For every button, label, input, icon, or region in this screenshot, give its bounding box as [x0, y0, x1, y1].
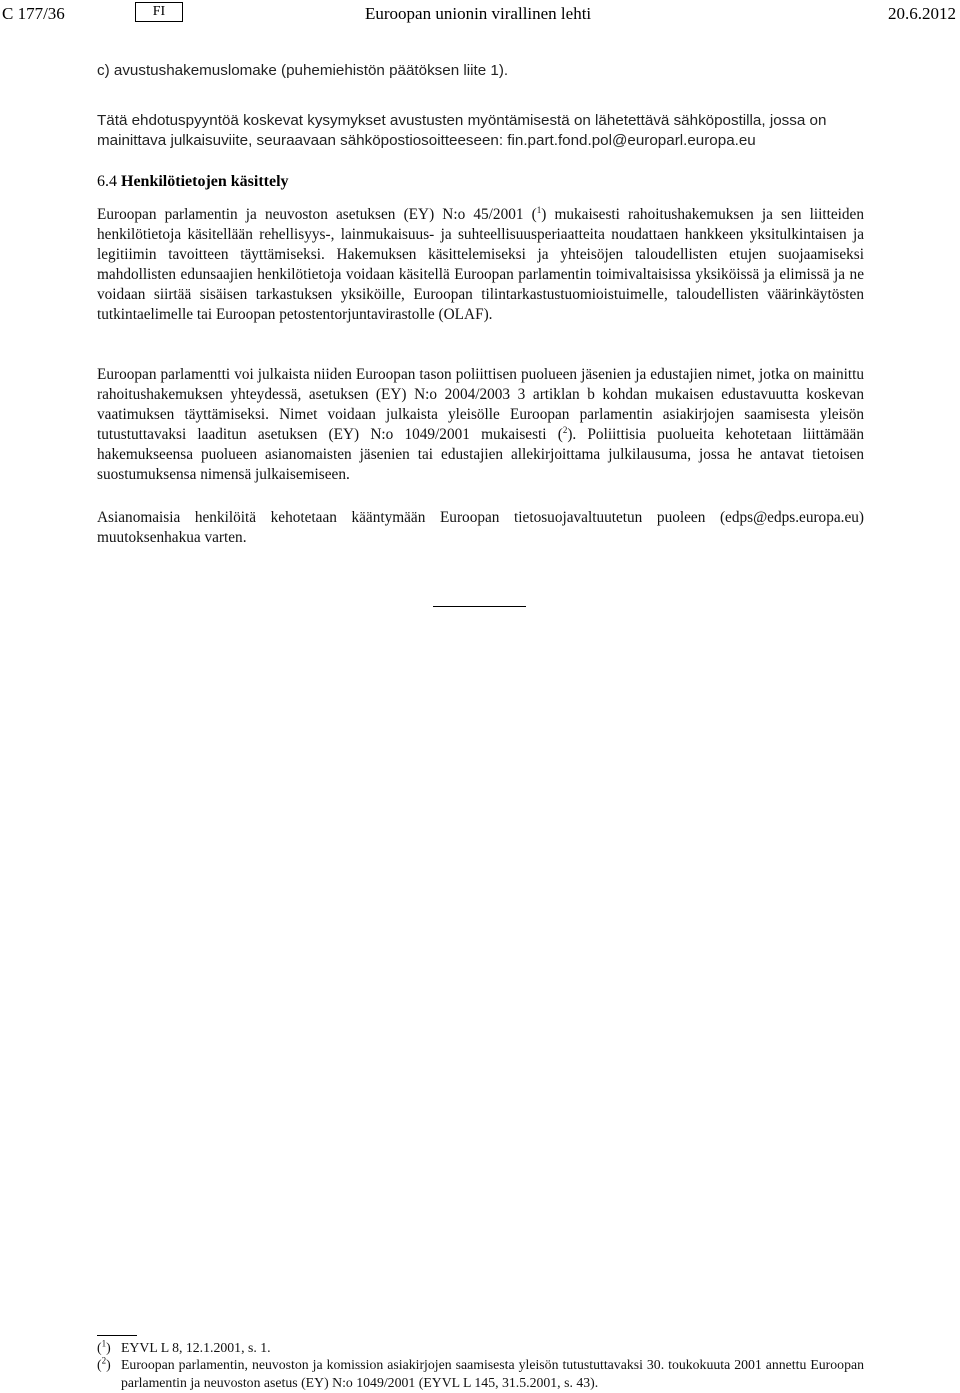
- language-badge: FI: [135, 2, 183, 22]
- item-c: c) avustushakemuslomake (puhemiehistön päätöksen liite 1).: [97, 62, 509, 79]
- section-heading: [97, 172, 864, 192]
- footnote-1-text: EYVL L 8, 12.1.2001, s. 1.: [121, 1340, 271, 1355]
- paragraph-publication: [97, 365, 864, 485]
- contact-paragraph: Tätä ehdotuspyyntöä koskevat kysymykset avustusten myöntämisestä on lähetettävä sähköpostilla, jossa on mainittava julkaisuviite, seuraavaan sähköpostiosoitteeseen: fin.part.fond.pol@europarl.europa.eu: [97, 112, 827, 149]
- footnote-2-mark: ($^2$): [97, 1355, 111, 1372]
- publication-date: 20.6.2012: [888, 4, 956, 23]
- footnote-2: [97, 1356, 864, 1392]
- footnote-separator: [97, 1335, 137, 1336]
- para1-text-b: ) mukaisesti rahoitushakemuksen ja sen liitteiden henkilötietoja käsitellään rehellisyys-, lainmukaisuus- ja suhteellisuusperiaatteita noudattaen hankkeen yksitulkintaisen ja legitiimin tavoitteen täyttämiseksi. Hakemuksen käsittelemiseksi ja yhteisöjen taloudellisten etujen suojaamiseksi mahdollisten edunsaajien henkilötietoja voidaan käsitellä Euroopan parlamentin toimivaltaisissa yksiköissä ja elimissä ja ne voidaan siirtää sisäisen tarkastuksen yksiköille, Euroopan tilintarkastustuomioistuimelle, taloudellisten väärinkäytösten tutkintaelimelle tai Euroopan petostentorjuntavirastolle (OLAF).: [97, 206, 864, 323]
- para2-text-b: ). Poliittisia puolueita kehotetaan liittämään hakemukseensa puolueen asianomaisten jäsenien tai edustajien allekirjoittama julkilausuma, jossa he antavat tietoisen suostumuksensa nimensä julkaisemiseen.: [97, 426, 864, 483]
- footnote-2-text: Euroopan parlamentin, neuvoston ja komission asiakirjojen saamisesta yleisön tutustuttavaksi 30. toukokuuta 2001 annettu Euroopan parlamentin ja neuvoston asetus (EY) N:o 1049/2001 (EYVL L 145, 31.5.2001, s. 43).: [121, 1357, 864, 1390]
- page-header: [0, 2, 960, 26]
- paragraph-appeal: Asianomaisia henkilöitä kehotetaan kääntymään Euroopan tietosuojavaltuutetun puoleen (edps@edps.europa.eu) muutoksenhakua varten.: [97, 509, 864, 546]
- journal-title: Euroopan unionin virallinen lehti: [365, 4, 592, 23]
- para1-text-a: Euroopan parlamentin ja neuvoston asetuksen (EY) N:o 45/2001 (: [97, 206, 537, 223]
- footnote-1-mark: ($^1$): [97, 1338, 111, 1355]
- section-end-rule: [433, 606, 526, 607]
- section-number: 6.4: [97, 173, 117, 190]
- para2-text-a: Euroopan parlamentti voi julkaista niiden Euroopan tason poliittisen puolueen jäsenien ja edustajien nimet, jotka on mainittu rahoitushakemuksen yhteydessä, asetuksen (EY) N:o 2004/2003 3 artiklan b kohdan mukaisen edustavuutta koskevan vaatimuksen täyttämiseksi. Nimet voidaan julkaista yleisölle Euroopan parlamentin asiakirjojen saamisesta yleisön tutustuttavaksi laaditun asetuksen (EY) N:o 1049/2001 mukaisesti (: [97, 366, 864, 443]
- section-title: Henkilötietojen käsittely: [121, 173, 289, 190]
- series-number: C 177/36: [2, 4, 65, 23]
- footnote-1: [97, 1339, 864, 1357]
- footnote-ref-1: 1: [536, 204, 542, 215]
- paragraph-personal-data: [97, 205, 864, 325]
- footnote-ref-2: 2: [562, 424, 568, 435]
